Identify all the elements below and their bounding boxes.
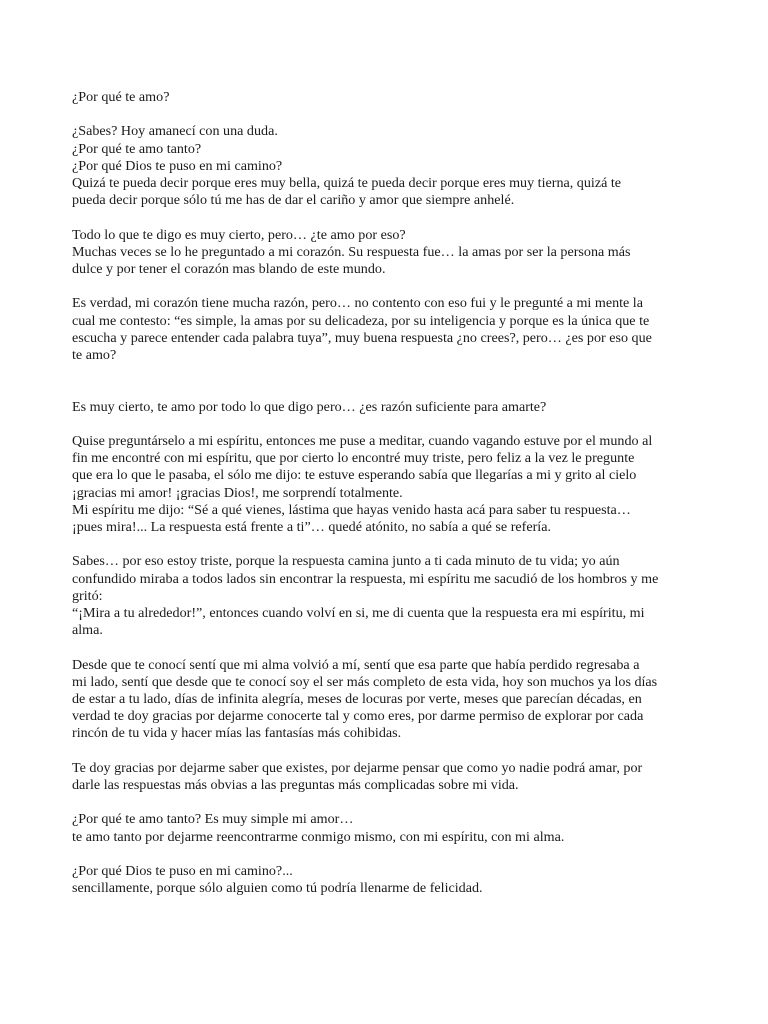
text-line: Sabes… por eso estoy triste, porque la respuesta camina junto a ti cada minuto de tu vida; yo aún <box>72 553 620 570</box>
text-line: te amo? <box>72 347 117 363</box>
paragraph <box>72 227 698 279</box>
paragraph <box>72 399 698 416</box>
text-line: ¡gracias mi amor! ¡gracias Dios!, me sorprendí totalmente. <box>72 484 403 501</box>
text-line: cual me contesto: “es simple, la amas por su delicadeza, por su inteligencia y porque es la única que te <box>72 312 650 329</box>
text-line: verdad te doy gracias por dejarme conocerte tal y como eres, por darme permiso de explorar por cada <box>72 708 644 725</box>
text-line: “¡Mira a tu alrededor!”, entonces cuando volví en si, me di cuenta que la respuesta era mi espíritu, mi <box>72 605 645 621</box>
text-line: Quise preguntárselo a mi espíritu, entonces me puse a meditar, cuando vagando estuve por el mundo al <box>72 432 653 449</box>
text-line: confundido miraba a todos lados sin encontrar la respuesta, mi espíritu me sacudió de los hombros y me <box>72 570 659 587</box>
text-line: Quizá te pueda decir porque eres muy bella, quizá te pueda decir porque eres muy tierna, quizá te <box>72 175 622 191</box>
text-line: ¡pues mira!... La respuesta está frente a ti”… quedé atónito, no sabía a qué se refería. <box>72 519 551 535</box>
text-line: escucha y parece entender cada palabra tuya”, muy buena respuesta ¿no crees?, pero… ¿es por eso que <box>72 329 652 346</box>
text-line: mi lado, sentí que desde que te conocí soy el ser más completo de esta vida, hoy son muchos ya los días <box>72 673 658 690</box>
paragraph <box>72 433 698 536</box>
document-title <box>72 89 698 106</box>
text-line: de estar a tu lado, días de infinita alegría, meses de locuras por verte, meses que parecían décadas, en <box>72 691 642 707</box>
paragraph <box>72 657 698 743</box>
text-line: fin me encontré con mi espíritu, que por cierto lo encontré muy triste, pero feliz a la vez le pregunte <box>72 450 635 467</box>
text-line: alma. <box>72 622 103 639</box>
text-line: pueda decir porque sólo tú me has de dar el cariño y amor que siempre anhelé. <box>72 192 515 209</box>
text-line: Muchas veces se lo he preguntado a mi corazón. Su respuesta fue… la amas por ser la persona más <box>72 243 631 260</box>
text-line: Mi espíritu me dijo: “Sé a qué vienes, lástima que hayas venido hasta acá para saber tu respuesta… <box>72 501 631 518</box>
text-line: sencillamente, porque sólo alguien como tú podría llenarme de felicidad. <box>72 880 483 897</box>
text-line: Te doy gracias por dejarme saber que existes, por dejarme pensar que como yo nadie podrá amar, por <box>72 759 643 776</box>
paragraph <box>72 811 698 845</box>
text-line: ¿Por qué Dios te puso en mi camino?... <box>72 862 293 879</box>
text-line: Es muy cierto, te amo por todo lo que digo pero… ¿es razón suficiente para amarte? <box>72 398 547 415</box>
paragraph <box>72 553 698 639</box>
text-line: ¿Por qué te amo tanto? <box>72 140 202 157</box>
text-line: ¿Por qué Dios te puso en mi camino? <box>72 157 283 174</box>
text-line: ¿Sabes? Hoy amanecí con una duda. <box>72 123 278 140</box>
text-line: Todo lo que te digo es muy cierto, pero… ¿te amo por eso? <box>72 226 406 243</box>
text-line: rincón de tu vida y hacer mías las fantasías más cohibidas. <box>72 725 402 742</box>
paragraph <box>72 863 698 897</box>
text-line: ¿Por qué te amo? <box>72 89 170 105</box>
text-line: ¿Por qué te amo tanto? Es muy simple mi amor… <box>72 811 354 828</box>
text-line: gritó: <box>72 587 103 604</box>
document-page <box>72 89 698 915</box>
text-line: Desde que te conocí sentí que mi alma volvió a mí, sentí que esa parte que había perdido regresaba a <box>72 656 640 673</box>
text-line: te amo tanto por dejarme reencontrarme conmigo mismo, con mi espíritu, con mi alma. <box>72 828 565 845</box>
text-line: que era lo que le pasaba, el sólo me dijo: te estuve esperando sabía que llegarías a mi y grito al cielo <box>72 467 637 484</box>
text-line: dulce y por tener el corazón mas blando de este mundo. <box>72 261 386 277</box>
paragraph <box>72 760 698 794</box>
paragraph <box>72 123 698 209</box>
text-line: Es verdad, mi corazón tiene mucha razón, pero… no contento con eso fui y le pregunté a mi mente la <box>72 295 643 312</box>
paragraph <box>72 295 698 364</box>
text-line: darle las respuestas más obvias a las preguntas más complicadas sobre mi vida. <box>72 777 519 793</box>
